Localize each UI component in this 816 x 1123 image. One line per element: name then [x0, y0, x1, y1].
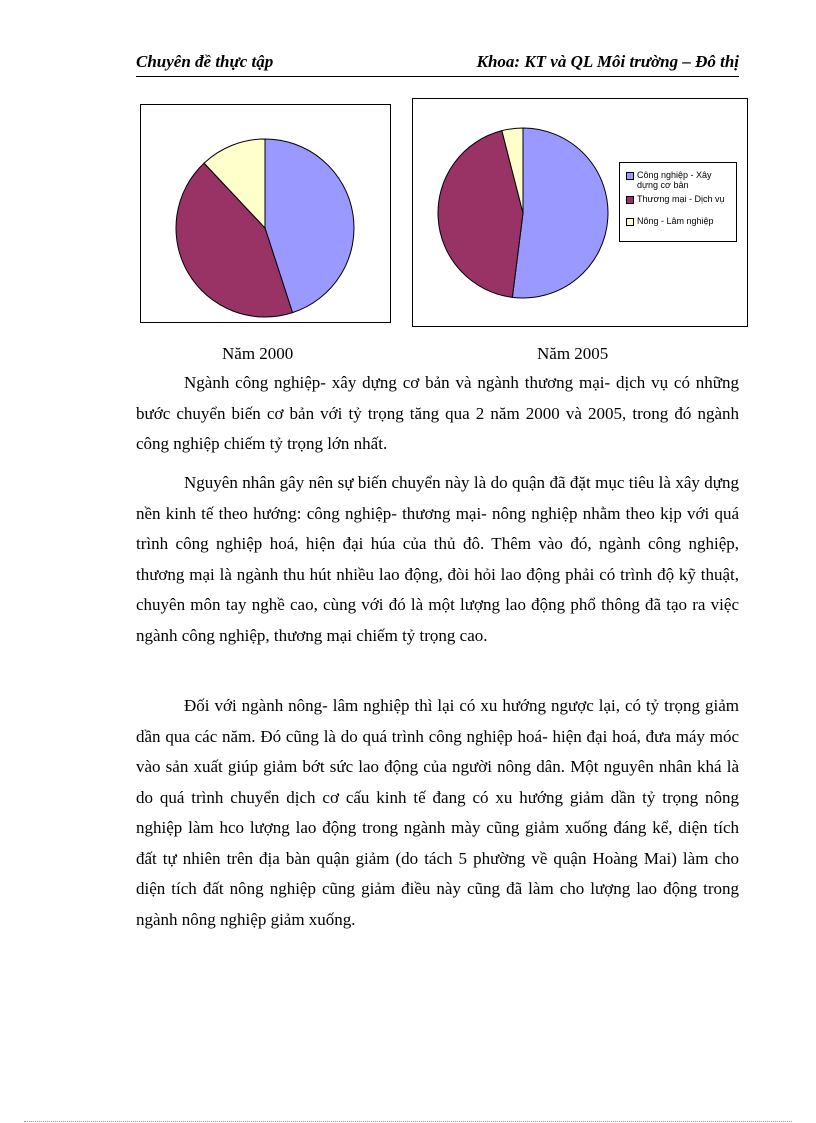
chart-legend: [619, 162, 737, 242]
legend-label-thuong-mai: Thương mại - Dịch vụ: [637, 194, 725, 204]
page-header: [136, 50, 739, 77]
pie-chart-2000: [140, 104, 391, 323]
header-right-title: Khoa: KT và QL Môi trường – Đô thị: [476, 52, 739, 71]
pie-chart-2005: [412, 98, 748, 327]
footer-divider: [24, 1121, 792, 1122]
legend-label-nong-lam: Nông - Lâm nghiệp: [637, 216, 714, 226]
paragraph-1: Ngành công nghiệp- xây dựng cơ bản và ngành thương mại- dịch vụ có những bước chuyển biến cơ bản với tỷ trọng tăng qua 2 năm 2000 và 2005, trong đó ngành công nghiệp chiếm tỷ trọng lớn nhất.: [136, 373, 739, 453]
caption-2005: Năm 2005: [537, 344, 609, 363]
legend-swatch-nong-lam: [626, 218, 634, 226]
legend-swatch-thuong-mai: [626, 196, 634, 204]
pie-2005-slice-0: [512, 128, 608, 298]
header-left-title: Chuyên đề thực tập: [136, 52, 274, 71]
legend-swatch-cong-nghiep: [626, 172, 634, 180]
caption-2000: Năm 2000: [222, 344, 294, 363]
paragraph-3: Đối với ngành nông- lâm nghiệp thì lại có xu hướng ngược lại, có tỷ trọng giảm dần qua các năm. Đó cũng là do quá trình công nghiệp hoá- hiện đại hoá, đưa máy móc vào sản xuất giúp giảm bớt sức lao động của người nông dân. Một nguyên nhân khá là do quá trình chuyển dịch cơ cấu kinh tế đang có xu hướng giảm dần tỷ trọng nông nghiệp làm hco lượng lao động trong ngành mày cũng giảm xuống đáng kể, diện tích đất tự nhiên trên địa bàn quận giảm (do tách 5 phường về quận Hoàng Mai) làm cho diện tích đất nông nghiệp cũng giảm điều này cũng đã làm cho lượng lao động trong ngành nông nghiệp giảm xuống.: [136, 696, 739, 929]
pie-chart-2000-svg: [141, 105, 390, 322]
paragraph-2: Nguyên nhân gây nên sự biến chuyển này là do quận đã đặt mục tiêu là xây dựng nền kinh tế theo hướng: công nghiệp- thương mại- nông nghiệp nhằm theo kịp với quá trình công nghiệp hoá, hiện đại húa của thủ đô. Thêm vào đó, ngành công nghiệp, thương mại là ngành thu hút nhiều lao động, đòi hỏi lao động phải có trình độ kỹ thuật, chuyên môn tay nghề cao, cùng với đó là một lượng lao động phổ thông đã tạo ra việc ngành công nghiệp, thương mại chiếm tỷ trọng cao.: [136, 473, 739, 645]
legend-label-cong-nghiep: Công nghiệp - Xây dựng cơ bản: [637, 170, 712, 190]
